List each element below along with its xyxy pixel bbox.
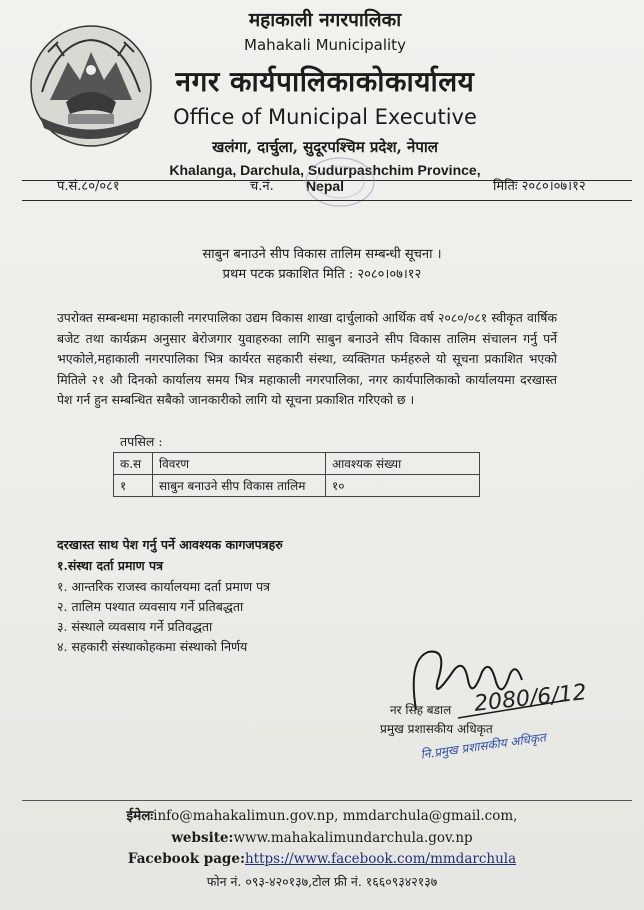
issue-date: मितिः २०८०।०७।१२ (493, 179, 586, 194)
email-label: ईमेलः (126, 808, 154, 824)
facebook-label: Facebook page: (127, 851, 245, 867)
municipality-name-english: Mahakali Municipality (244, 36, 406, 54)
notice-body: उपरोक्त सम्बन्धमा महाकाली नगरपालिका उद्यम विकास शाखा दार्चुलाको आर्थिक वर्ष २०८०/०८१ स्वीकृत वार्षिक बजेट तथा कार्यक्रम अनुसार बेरोजगार युवाहरुका लागि साबुन बनाउने सीप विकास तालिम संचालन गर्नु पर्ने भएकोले,महाकाली नगरपालिका भित्र कार्यरत सहकारी संस्था, व्यक्तिगत फर्महरुले यो सूचना प्रकाशित भएको मितिले २१ औ दिनको कार्यालय समय भित्र महाकाली नगरपालिका, नगर कार्यपालिकाको कार्यालयमा दरखास्त पेश गर्न हुन सम्बन्धित सबैको जानकारीको लागि यो सूचना प्रकाशित गरिएको छ । (57, 310, 557, 407)
website-link[interactable]: www.mahakalimundarchula.gov.np (233, 830, 473, 846)
office-seal-stamp (300, 152, 380, 212)
nepal-emblem-logo (28, 22, 154, 150)
document-item: ४. सहकारी संस्थाकोहकमा संस्थाको निर्णय (57, 639, 248, 654)
publication-date: प्रथम पटक प्रकाशित मिति : २०८०।०७।१२ (222, 267, 422, 282)
signatory-stamp: नि.प्रमुख प्रशासकीय अधिकृत (419, 730, 547, 762)
table-cell-sn: १ (114, 475, 153, 497)
handwritten-date: 2080/6/12 (473, 680, 588, 717)
document-item: १. आन्तरिक राजस्व कार्यालयमा दर्ता प्रमाण पत्र (57, 579, 271, 594)
signatory-title: प्रमुख प्रशासकीय अधिकृत (380, 722, 493, 736)
table-row (114, 475, 480, 497)
municipality-name-nepali: महाकाली नगरपालिका (248, 9, 402, 31)
footer-phone-line: फोन नं. ०९३-४२०१३७,टोल फ्री नं. १६६०९३४२१३७ (206, 874, 438, 889)
requirement-table (113, 452, 480, 497)
address-nepali: खलंगा, दार्चुला, सुदूरपश्चिम प्रदेश, नेपाल (212, 138, 438, 156)
facebook-link[interactable]: https://www.facebook.com/mmdarchula (244, 851, 517, 867)
footer-divider (22, 800, 632, 801)
documents-heading: दरखास्त साथ पेश गर्नु पर्ने आवश्यक कागजपत्रहरु (57, 537, 283, 552)
office-name-english: Office of Municipal Executive (173, 105, 477, 129)
details-label: तपसिल : (120, 434, 163, 449)
letter-number: प.सं.८०/०८१ (57, 179, 120, 194)
email-value[interactable]: info@mahakalimun.gov.np, mmdarchula@gmail.com, (153, 808, 518, 824)
website-label: website: (171, 830, 234, 846)
footer-facebook-line (0, 851, 644, 867)
table-cell-count: १० (326, 475, 480, 497)
dispatch-number: च.नं. (250, 179, 274, 194)
address-english: Khalanga, Darchula, Sudurpashchim Province, Nepal (169, 162, 481, 194)
table-header-row (114, 453, 480, 475)
header-divider-bottom (22, 200, 632, 201)
document-item: ३. संस्थाले व्यवसाय गर्ने प्रतिवद्धता (57, 619, 213, 634)
document-item: २. तालिम पश्यात व्यवसाय गर्ने प्रतिबद्धता (57, 599, 244, 614)
notice-title: साबुन बनाउने सीप विकास तालिम सम्बन्धी सूचना । (202, 247, 442, 262)
footer-email-line (0, 806, 644, 824)
signatory-name: नर सिंह बडाल (390, 703, 452, 717)
footer-website-line (0, 830, 644, 846)
document-item: १.संस्था दर्ता प्रमाण पत्र (57, 558, 164, 573)
table-header-required-count: आवश्यक संख्या (326, 453, 480, 475)
office-name-nepali: नगर कार्यपालिकाकोकार्यालय (175, 65, 475, 98)
table-header-sn: क.स (114, 453, 153, 475)
table-cell-description: साबुन बनाउने सीप विकास तालिम (153, 475, 326, 497)
table-header-description: विवरण (153, 453, 326, 475)
